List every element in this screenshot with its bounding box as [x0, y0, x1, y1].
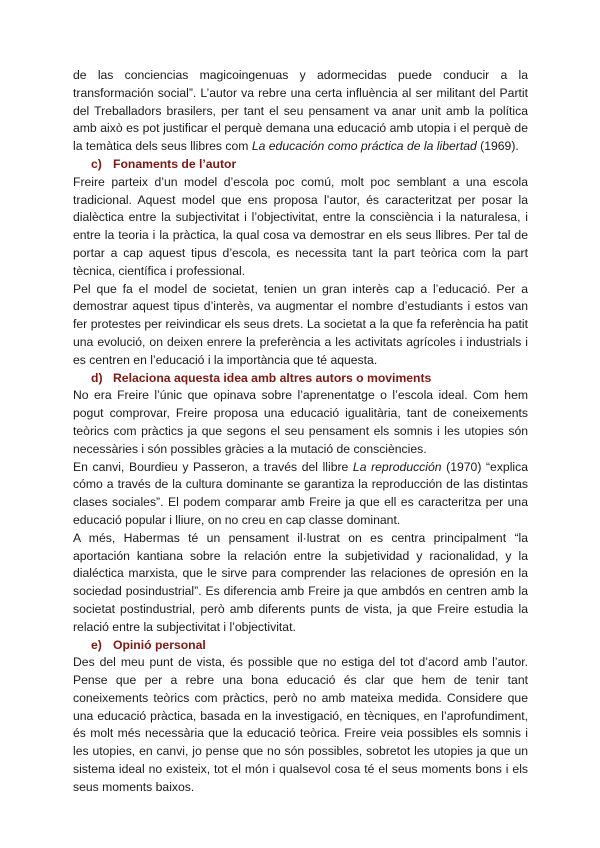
section-e-title: Opinió personal — [113, 637, 206, 652]
intro-paragraph — [73, 67, 528, 156]
section-d-paragraph-1: No era Freire l’únic que opinava sobre l’aprenentatge o l’escola ideal. Com hem pogut comprovar, Freire proposa una educació igualitària, tant de coneixements teòrics com pràctics ja que segons el seu pensament els somnis i les utopies són necessàries i són possibles gràcies a la mutació de consciències. — [73, 388, 528, 456]
section-e-heading — [73, 637, 528, 655]
document-body — [73, 67, 528, 797]
section-d-title: Relaciona aquesta idea amb altres autors o moviments — [113, 370, 432, 385]
section-d-paragraph-3: A més, Habermas té un pensament il·lustrat on es centra principalment “la aportación kantiana sobre la relación entre la subjetividad y racionalidad, y la dialéctica marxista, que le sirve para comprender las relaciones de opresión en la sociedad posindustrial”. Es diferencia amb Freire ja que ambdós en centren amb la societat postindustrial, però amb diferents punts de vista, ja que Freire estudia la relació entre la subjectivitat i l’objectivitat. — [73, 530, 528, 634]
section-d-book-title: La reproducción — [352, 459, 442, 474]
section-c-paragraph-1: Freire parteix d’un model d’escola poc comú, molt poc semblant a una escola tradicional. Aquest model que ens proposa l’autor, és caracteritzat per posar la dialèctica entre la subjectivitat i l’objectivitat, entre la consciència i la naturalesa, i entre la teoria i la pràctica, la qual cosa va demostrar en els seus llibres. Per tal de portar a cap aquest tipus d’escola, es necessita tant la part teòrica com la part tècnica, científica i professional. — [73, 174, 528, 278]
section-c-heading — [73, 156, 528, 174]
section-c-title: Fonaments de l’autor — [113, 156, 237, 171]
section-d-label: d) — [91, 370, 103, 385]
intro-text-a: de las conciencias magicoingenuas y adormecidas puede conducir a la transformación social”. L’autor va rebre una certa influència al ser militant del Partit del Treballadors brasilers, per tant el seu pensament va anar unit amb la política amb això es pot justificar el perquè demana una educació amb utopia i el perquè de la temàtica dels seus llibres com — [73, 68, 528, 154]
intro-text-b: (1969). — [476, 139, 519, 154]
section-c-paragraph-2: Pel que fa el model de societat, tenien un gran interès cap a l’educació. Per a demostrar aquest tipus d’interès, va augmentar el nombre d’estudiants i estos van fer protestes per reivindicar els seus drets. La societat a la que fa referència ha patit una evolució, on deixen enrere la preferència a les activitats agrícoles i industrials i es centren en l’educació i la importància que té aquesta. — [73, 281, 528, 367]
section-d-heading — [73, 370, 528, 388]
intro-book-title: La educación como práctica de la libertad — [251, 139, 477, 154]
section-c-label: c) — [91, 156, 102, 171]
section-e-label: e) — [91, 637, 102, 652]
section-d-p2-text-b: (1970) “explica cómo a través de la cultura dominante se garantiza la reproducción de las distintas clases sociales”. El podem comparar amb Freire ja que ell es caracteritza per una educació popular i lliure, on no creu en cap classe dominant. — [73, 459, 528, 527]
section-d-paragraph-2 — [73, 459, 528, 530]
section-e-paragraph-1: Des del meu punt de vista, és possible que no estiga del tot d’acord amb l’autor. Pense que per a rebre una bona educació és clar que hem de tenir tant coneixements teòrics com pràctics, però no amb mateixa medida. Considere que una educació pràctica, basada en la investigació, en tècniques, en l’aprofundiment, és molt més necessària que la educació teòrica. Freire veia possibles els somnis i les utopies, en canvi, jo pense que no són possibles, sobretot les utopies ja que un sistema ideal no existeix, tot el món i qualsevol cosa té el seus moments bons i els seus moments baixos. — [73, 655, 528, 794]
section-d-p2-text-a: En canvi, Bourdieu y Passeron, a través del llibre — [73, 459, 353, 474]
